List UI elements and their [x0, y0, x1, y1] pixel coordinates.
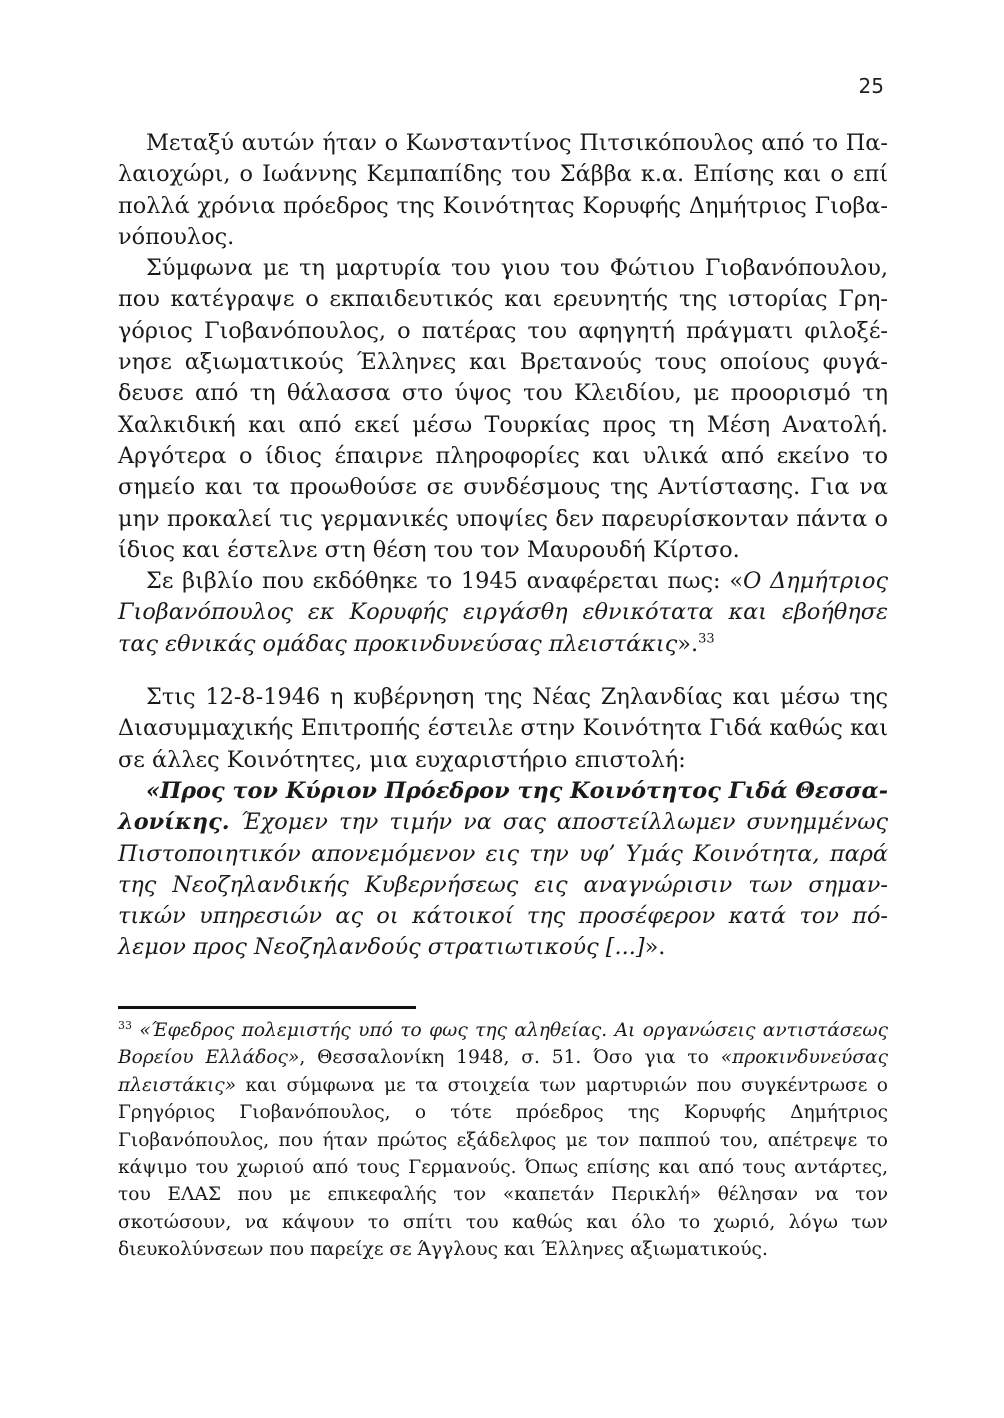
paragraph-2: Σύμφωνα με τη μαρτυρία του γιου του Φώτιου Γιοβανόπουλου, που κατέγραψε ο εκπαιδευτικός και ερευνητής της ιστορίας Γρηγόριος Γιοβανόπουλος, ο πατέρας του αφηγητή πράγματι φιλοξένησε αξιωματικούς Έλληνες και Βρετανούς τους οποίους φυγάδευσε από τη θάλασσα στο ύψος του Κλειδίου, με προορισμό τη Χαλκιδική και από εκεί μέσω Τουρκίας προς τη Μέση Ανατολή. Αργότερα ο ίδιος έπαιρνε πληροφορίες και υλικά από εκείνο το σημείο και τα προωθούσε σε συνδέσμους της Αντίστασης. Για να μην προκαλεί τις γερμανικές υποψίες δεν παρευρίσκονταν πάντα ο ίδιος και έστελνε στη θέση του τον Μαυρουδή Κίρτσο.: [118, 255, 888, 563]
footnote-text: και σύμφωνα με τα στοιχεία των μαρτυριών που συγκέντρωσε ο Γρηγόριος Γιοβανόπουλος, ο τότε πρόεδρος της Κορυφής Δημήτριος Γιοβανόπουλος, που ήταν πρώτος εξάδελφος με τον παππού του, απέτρεψε το κάψιμο του χωριού από τους Γερμανούς. Όπως επίσης και από τους αντάρτες, του ΕΛΑΣ που με επικεφαλής τον «καπετάν Περικλή» θέλησαν να τον σκοτώσουν, να κάψουν το σπίτι του καθώς και όλο το χωριό, λόγω των διευκολύνσεων που παρείχε σε Άγγλους και Έλληνες αξιωματικούς.: [118, 1074, 888, 1261]
footnote-source-details: , Θεσσαλονίκη 1948, σ. 51. Όσο για το: [299, 1047, 721, 1069]
main-text: [118, 128, 888, 964]
footnote-reference-33[interactable]: 33: [698, 631, 715, 647]
paragraph-4: Στις 12-8-1946 η κυβέρνηση της Νέας Ζηλανδίας και μέσω της Διασυμμαχικής Επιτροπής έστειλε στην Κοινότητα Γιδά καθώς και σε άλλες Κοινότητες, μια ευχαριστήριο επιστολή:: [118, 684, 888, 773]
paragraph-1: Μεταξύ αυτών ήταν ο Κωνσταντίνος Πιτσικόπουλος από το Παλαιοχώρι, ο Ιωάννης Κεμπαπίδης του Σάββα κ.α. Επίσης και ο επί πολλά χρόνια πρόεδρος της Κοινότητας Κορυφής Δημήτριος Γιοβανόπουλος.: [118, 130, 888, 250]
footnote-33: [118, 1017, 888, 1264]
footnote-quote: «προκινδυνεύσας πλειστάκις»: [118, 1047, 889, 1096]
letter-body: Έχομεν την τιμήν να σας αποστείλλωμεν συνημμένως Πιστοποιητικόν απονεμόμενον εις την υφ’ Υμάς Κοινότητα, παρά της Νεοζηλανδικής Κυβερνήσεως εις αναγνώρισιν των σημαντικών υπηρεσιών ας οι κάτοικοί της προσέφερον κατά τον πόλεμον προς Νεοζηλανδούς στρατιωτικούς [...]: [118, 809, 888, 961]
page-number: 25: [858, 74, 884, 98]
paragraph-3-end: ».: [677, 630, 699, 657]
footnote-divider: [118, 1006, 416, 1009]
paragraph-5-letter: [118, 776, 888, 964]
paragraph-3-lead: Σε βιβλίο που εκδόθηκε το 1945 αναφέρεται πως: «: [146, 568, 744, 595]
footnote-source-title: «Έφεδρος πολεμιστής υπό το φως της αληθείας. Αι οργανώσεις αντιστάσεως Βορείου Ελλάδος»: [118, 1020, 888, 1069]
letter-salutation: «Προς τον Κύριον Πρόεδρον της Κοινότητος Γιδά Θεσσαλονίκης.: [118, 777, 888, 836]
paragraph-3: [118, 566, 888, 660]
letter-end: ».: [644, 934, 666, 961]
footnote-number: 33: [118, 1018, 132, 1032]
paragraph-3-quote: Ο Δημήτριος Γιοβανόπουλος εκ Κορυφής ειργάσθη εθνικότατα και εβοήθησε τας εθνικάς ομάδας προκινδυνεύσας πλειστάκις: [118, 568, 889, 657]
